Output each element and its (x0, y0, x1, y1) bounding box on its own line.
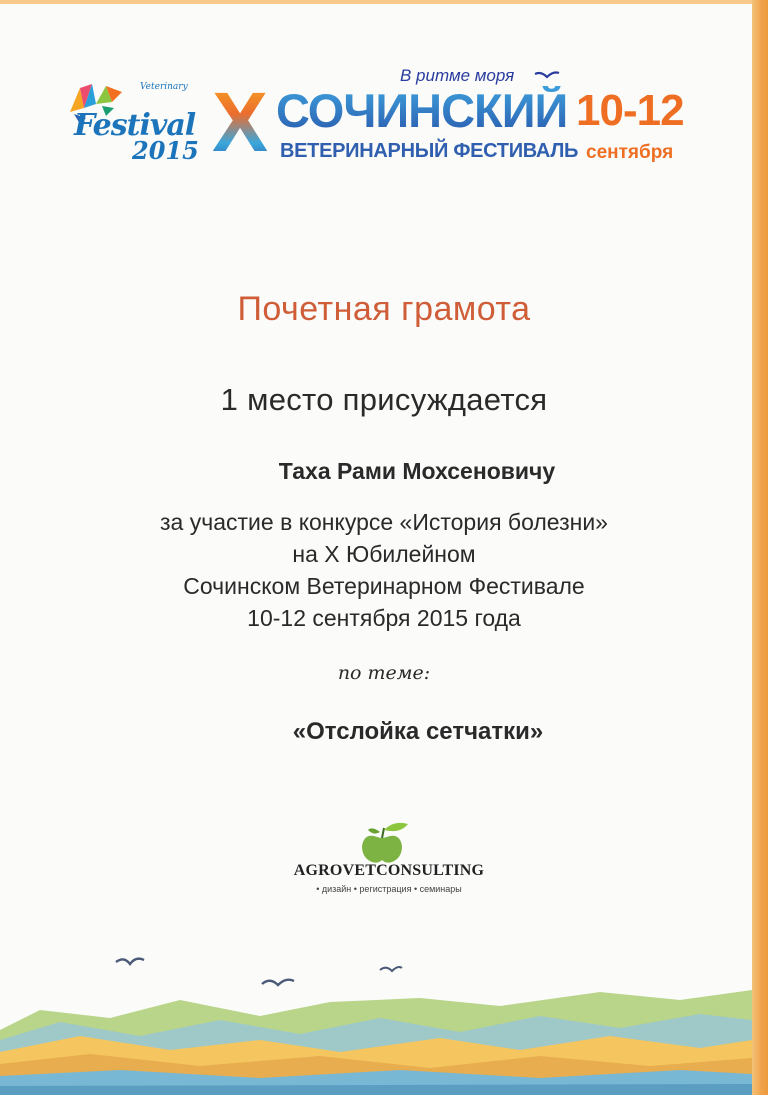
festival-logo (66, 82, 206, 174)
award-reason (0, 506, 768, 634)
festival-logo-word: Festival (74, 108, 196, 143)
festival-month: сентября (586, 142, 674, 163)
reason-line: Сочинском Ветеринарном Фестивале (183, 573, 585, 599)
bird-icon (116, 959, 144, 964)
festival-dates: 10-12 (576, 86, 684, 135)
reason-line: за участие в конкурсе «История болезни» (160, 509, 608, 535)
festival-city-title: СОЧИНСКИЙ (276, 84, 568, 137)
festival-logo-year: 2015 (132, 136, 199, 165)
festival-tagline: В ритме моря (400, 66, 515, 85)
festival-subtitle: ВЕТЕРИНАРНЫЙ ФЕСТИВАЛЬ (280, 140, 579, 162)
sponsor-tagline: • дизайн • регистрация • семинары (316, 884, 462, 894)
certificate-title: Почетная грамота (237, 290, 531, 328)
recipient-name: Таха Рами Мохсеновичу (278, 458, 556, 484)
mountains-landscape (0, 940, 752, 1095)
festival-logo-small-text: Veterinary (140, 82, 188, 92)
bird-icon (262, 980, 294, 985)
reason-line: на Х Юбилейном (292, 541, 476, 567)
topic-title: «Отслойка сетчатки» (292, 718, 544, 745)
sponsor-name: AGROVETCONSULTING (293, 862, 485, 879)
award-place: 1 место присуждается (220, 382, 548, 417)
bird-icon (380, 967, 402, 971)
top-border (0, 0, 768, 4)
reason-line: 10-12 сентября 2015 года (247, 605, 521, 631)
festival-roman-numeral: X (212, 75, 269, 169)
seagull-icon (534, 70, 560, 82)
apple-icon (356, 820, 412, 864)
topic-label: по теме: (337, 662, 431, 684)
